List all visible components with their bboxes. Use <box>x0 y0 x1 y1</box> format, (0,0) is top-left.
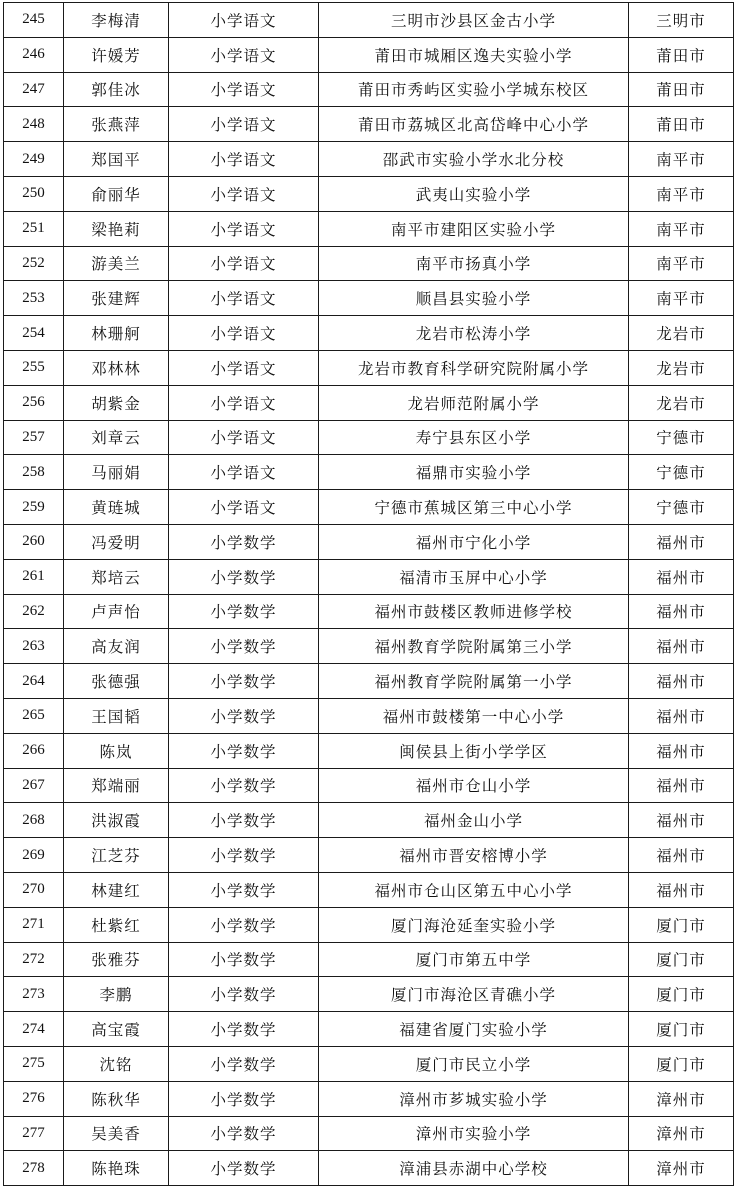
teacher-roster-table <box>3 2 734 1186</box>
row-number-cell: 270 <box>4 872 64 907</box>
table-row <box>4 176 734 211</box>
row-number-cell: 261 <box>4 559 64 594</box>
city-cell: 厦门市 <box>629 1046 734 1081</box>
city-cell: 厦门市 <box>629 907 734 942</box>
school-cell: 厦门市第五中学 <box>319 942 629 977</box>
city-cell: 南平市 <box>629 176 734 211</box>
school-cell: 福州市仓山区第五中心小学 <box>319 872 629 907</box>
city-cell: 福州市 <box>629 803 734 838</box>
row-number-cell: 278 <box>4 1151 64 1186</box>
school-cell: 莆田市城厢区逸夫实验小学 <box>319 37 629 72</box>
teacher-name-cell: 林珊舸 <box>64 316 169 351</box>
subject-cell: 小学数学 <box>169 1116 319 1151</box>
teacher-name-cell: 卢声怡 <box>64 594 169 629</box>
teacher-name-cell: 江芝芬 <box>64 838 169 873</box>
city-cell: 福州市 <box>629 733 734 768</box>
teacher-name-cell: 王国韬 <box>64 698 169 733</box>
city-cell: 宁德市 <box>629 455 734 490</box>
teacher-name-cell: 马丽娟 <box>64 455 169 490</box>
school-cell: 南平市建阳区实验小学 <box>319 211 629 246</box>
teacher-name-cell: 张德强 <box>64 664 169 699</box>
subject-cell: 小学数学 <box>169 1012 319 1047</box>
row-number-cell: 253 <box>4 281 64 316</box>
city-cell: 福州市 <box>629 768 734 803</box>
teacher-name-cell: 洪淑霞 <box>64 803 169 838</box>
school-cell: 福清市玉屏中心小学 <box>319 559 629 594</box>
school-cell: 寿宁县东区小学 <box>319 420 629 455</box>
school-cell: 福州教育学院附属第三小学 <box>319 629 629 664</box>
teacher-name-cell: 郑国平 <box>64 142 169 177</box>
school-cell: 福州市晋安榕博小学 <box>319 838 629 873</box>
teacher-name-cell: 郭佳冰 <box>64 72 169 107</box>
subject-cell: 小学语文 <box>169 385 319 420</box>
school-cell: 福州金山小学 <box>319 803 629 838</box>
row-number-cell: 275 <box>4 1046 64 1081</box>
row-number-cell: 256 <box>4 385 64 420</box>
city-cell: 龙岩市 <box>629 350 734 385</box>
table-row <box>4 559 734 594</box>
row-number-cell: 248 <box>4 107 64 142</box>
subject-cell: 小学语文 <box>169 490 319 525</box>
table-row <box>4 385 734 420</box>
city-cell: 龙岩市 <box>629 385 734 420</box>
subject-cell: 小学数学 <box>169 524 319 559</box>
city-cell: 福州市 <box>629 559 734 594</box>
city-cell: 厦门市 <box>629 942 734 977</box>
teacher-name-cell: 李梅清 <box>64 3 169 38</box>
teacher-name-cell: 邓林林 <box>64 350 169 385</box>
row-number-cell: 269 <box>4 838 64 873</box>
row-number-cell: 272 <box>4 942 64 977</box>
teacher-name-cell: 李鹏 <box>64 977 169 1012</box>
table-row <box>4 524 734 559</box>
city-cell: 南平市 <box>629 142 734 177</box>
subject-cell: 小学数学 <box>169 803 319 838</box>
subject-cell: 小学数学 <box>169 838 319 873</box>
table-row <box>4 37 734 72</box>
city-cell: 南平市 <box>629 281 734 316</box>
subject-cell: 小学数学 <box>169 768 319 803</box>
table-row <box>4 1081 734 1116</box>
row-number-cell: 247 <box>4 72 64 107</box>
row-number-cell: 264 <box>4 664 64 699</box>
school-cell: 龙岩市教育科学研究院附属小学 <box>319 350 629 385</box>
row-number-cell: 273 <box>4 977 64 1012</box>
school-cell: 武夷山实验小学 <box>319 176 629 211</box>
table-row <box>4 246 734 281</box>
school-cell: 福州市鼓楼第一中心小学 <box>319 698 629 733</box>
school-cell: 闽侯县上街小学学区 <box>319 733 629 768</box>
teacher-name-cell: 郑端丽 <box>64 768 169 803</box>
table-row <box>4 872 734 907</box>
city-cell: 福州市 <box>629 629 734 664</box>
subject-cell: 小学语文 <box>169 420 319 455</box>
row-number-cell: 251 <box>4 211 64 246</box>
table-row <box>4 733 734 768</box>
school-cell: 南平市扬真小学 <box>319 246 629 281</box>
table-row <box>4 1012 734 1047</box>
teacher-name-cell: 黄琏城 <box>64 490 169 525</box>
table-row <box>4 316 734 351</box>
school-cell: 福鼎市实验小学 <box>319 455 629 490</box>
teacher-name-cell: 林建红 <box>64 872 169 907</box>
subject-cell: 小学数学 <box>169 1081 319 1116</box>
row-number-cell: 246 <box>4 37 64 72</box>
school-cell: 莆田市荔城区北高岱峰中心小学 <box>319 107 629 142</box>
table-row <box>4 142 734 177</box>
table-row <box>4 1116 734 1151</box>
teacher-name-cell: 张燕萍 <box>64 107 169 142</box>
city-cell: 福州市 <box>629 872 734 907</box>
row-number-cell: 254 <box>4 316 64 351</box>
school-cell: 宁德市蕉城区第三中心小学 <box>319 490 629 525</box>
teacher-name-cell: 陈岚 <box>64 733 169 768</box>
table-row <box>4 594 734 629</box>
row-number-cell: 262 <box>4 594 64 629</box>
school-cell: 邵武市实验小学水北分校 <box>319 142 629 177</box>
table-row <box>4 1046 734 1081</box>
subject-cell: 小学数学 <box>169 664 319 699</box>
row-number-cell: 271 <box>4 907 64 942</box>
subject-cell: 小学数学 <box>169 733 319 768</box>
table-row <box>4 490 734 525</box>
city-cell: 莆田市 <box>629 72 734 107</box>
school-cell: 莆田市秀屿区实验小学城东校区 <box>319 72 629 107</box>
school-cell: 福州教育学院附属第一小学 <box>319 664 629 699</box>
school-cell: 厦门市海沧区青礁小学 <box>319 977 629 1012</box>
school-cell: 龙岩师范附属小学 <box>319 385 629 420</box>
subject-cell: 小学语文 <box>169 455 319 490</box>
row-number-cell: 245 <box>4 3 64 38</box>
subject-cell: 小学数学 <box>169 559 319 594</box>
city-cell: 南平市 <box>629 211 734 246</box>
school-cell: 漳浦县赤湖中心学校 <box>319 1151 629 1186</box>
city-cell: 福州市 <box>629 594 734 629</box>
subject-cell: 小学语文 <box>169 37 319 72</box>
row-number-cell: 265 <box>4 698 64 733</box>
teacher-name-cell: 吴美香 <box>64 1116 169 1151</box>
table-row <box>4 664 734 699</box>
table-row <box>4 281 734 316</box>
row-number-cell: 255 <box>4 350 64 385</box>
city-cell: 漳州市 <box>629 1116 734 1151</box>
teacher-name-cell: 俞丽华 <box>64 176 169 211</box>
school-cell: 漳州市实验小学 <box>319 1116 629 1151</box>
row-number-cell: 268 <box>4 803 64 838</box>
city-cell: 福州市 <box>629 524 734 559</box>
school-cell: 福建省厦门实验小学 <box>319 1012 629 1047</box>
row-number-cell: 276 <box>4 1081 64 1116</box>
school-cell: 厦门市民立小学 <box>319 1046 629 1081</box>
school-cell: 厦门海沧延奎实验小学 <box>319 907 629 942</box>
city-cell: 福州市 <box>629 664 734 699</box>
table-row <box>4 977 734 1012</box>
city-cell: 福州市 <box>629 698 734 733</box>
school-cell: 福州市仓山小学 <box>319 768 629 803</box>
city-cell: 莆田市 <box>629 107 734 142</box>
row-number-cell: 259 <box>4 490 64 525</box>
row-number-cell: 252 <box>4 246 64 281</box>
city-cell: 三明市 <box>629 3 734 38</box>
subject-cell: 小学数学 <box>169 942 319 977</box>
city-cell: 宁德市 <box>629 490 734 525</box>
teacher-name-cell: 沈铭 <box>64 1046 169 1081</box>
school-cell: 三明市沙县区金古小学 <box>319 3 629 38</box>
table-row <box>4 698 734 733</box>
city-cell: 福州市 <box>629 838 734 873</box>
school-cell: 福州市宁化小学 <box>319 524 629 559</box>
teacher-name-cell: 张建辉 <box>64 281 169 316</box>
teacher-name-cell: 高宝霞 <box>64 1012 169 1047</box>
row-number-cell: 249 <box>4 142 64 177</box>
row-number-cell: 267 <box>4 768 64 803</box>
teacher-name-cell: 陈艳珠 <box>64 1151 169 1186</box>
city-cell: 厦门市 <box>629 977 734 1012</box>
table-row <box>4 211 734 246</box>
subject-cell: 小学语文 <box>169 281 319 316</box>
row-number-cell: 263 <box>4 629 64 664</box>
city-cell: 莆田市 <box>629 37 734 72</box>
table-row <box>4 629 734 664</box>
teacher-name-cell: 陈秋华 <box>64 1081 169 1116</box>
row-number-cell: 258 <box>4 455 64 490</box>
table-row <box>4 107 734 142</box>
city-cell: 漳州市 <box>629 1151 734 1186</box>
table-row <box>4 768 734 803</box>
table-row <box>4 455 734 490</box>
city-cell: 南平市 <box>629 246 734 281</box>
row-number-cell: 266 <box>4 733 64 768</box>
row-number-cell: 250 <box>4 176 64 211</box>
subject-cell: 小学语文 <box>169 316 319 351</box>
school-cell: 龙岩市松涛小学 <box>319 316 629 351</box>
table-row <box>4 1151 734 1186</box>
roster-body <box>4 3 734 1186</box>
subject-cell: 小学数学 <box>169 629 319 664</box>
subject-cell: 小学数学 <box>169 594 319 629</box>
subject-cell: 小学语文 <box>169 176 319 211</box>
city-cell: 漳州市 <box>629 1081 734 1116</box>
school-cell: 漳州市芗城实验小学 <box>319 1081 629 1116</box>
subject-cell: 小学语文 <box>169 211 319 246</box>
row-number-cell: 274 <box>4 1012 64 1047</box>
teacher-name-cell: 张雅芬 <box>64 942 169 977</box>
subject-cell: 小学语文 <box>169 142 319 177</box>
teacher-name-cell: 胡紫金 <box>64 385 169 420</box>
school-cell: 福州市鼓楼区教师进修学校 <box>319 594 629 629</box>
row-number-cell: 257 <box>4 420 64 455</box>
table-row <box>4 907 734 942</box>
school-cell: 顺昌县实验小学 <box>319 281 629 316</box>
city-cell: 宁德市 <box>629 420 734 455</box>
subject-cell: 小学数学 <box>169 907 319 942</box>
city-cell: 龙岩市 <box>629 316 734 351</box>
table-row <box>4 420 734 455</box>
teacher-name-cell: 游美兰 <box>64 246 169 281</box>
table-row <box>4 803 734 838</box>
subject-cell: 小学数学 <box>169 872 319 907</box>
teacher-name-cell: 许媛芳 <box>64 37 169 72</box>
row-number-cell: 260 <box>4 524 64 559</box>
row-number-cell: 277 <box>4 1116 64 1151</box>
teacher-name-cell: 杜紫红 <box>64 907 169 942</box>
subject-cell: 小学数学 <box>169 1046 319 1081</box>
subject-cell: 小学语文 <box>169 246 319 281</box>
table-row <box>4 350 734 385</box>
teacher-name-cell: 高友润 <box>64 629 169 664</box>
subject-cell: 小学语文 <box>169 3 319 38</box>
table-row <box>4 72 734 107</box>
teacher-name-cell: 刘章云 <box>64 420 169 455</box>
teacher-name-cell: 冯爱明 <box>64 524 169 559</box>
table-row <box>4 3 734 38</box>
city-cell: 厦门市 <box>629 1012 734 1047</box>
subject-cell: 小学数学 <box>169 698 319 733</box>
teacher-name-cell: 梁艳莉 <box>64 211 169 246</box>
subject-cell: 小学语文 <box>169 72 319 107</box>
subject-cell: 小学语文 <box>169 350 319 385</box>
subject-cell: 小学数学 <box>169 977 319 1012</box>
table-row <box>4 838 734 873</box>
subject-cell: 小学数学 <box>169 1151 319 1186</box>
table-row <box>4 942 734 977</box>
subject-cell: 小学语文 <box>169 107 319 142</box>
teacher-name-cell: 郑培云 <box>64 559 169 594</box>
